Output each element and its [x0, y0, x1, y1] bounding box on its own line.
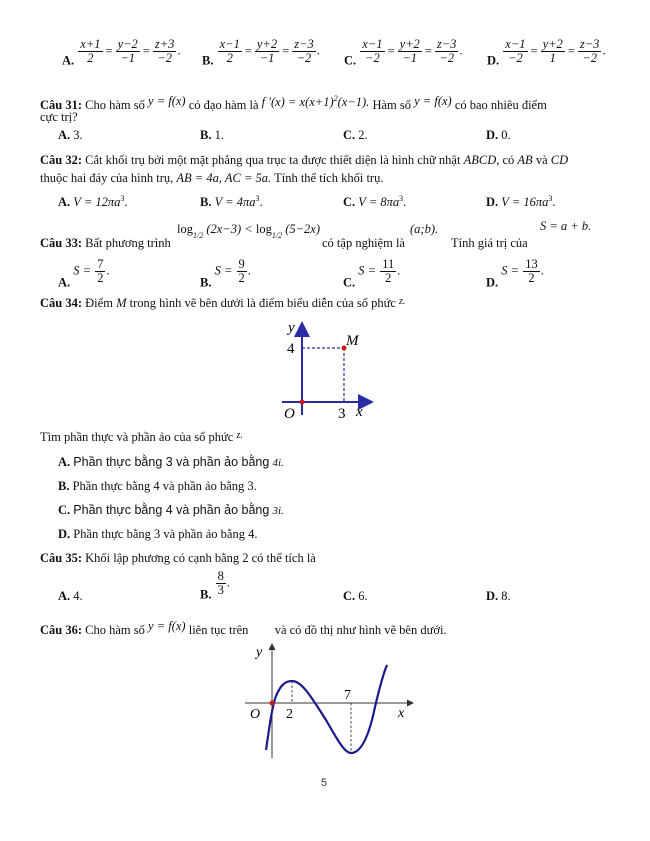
fraction: $\frac{z-3}{-2}$ — [294, 37, 314, 66]
page-number: 5 — [321, 777, 328, 789]
origin-point — [270, 701, 275, 706]
fraction: $\frac{z-3}{-2}$ — [579, 37, 600, 66]
q33-inequality: $\log_{1/2} (2x-3) < \log_{1/2} (5-2x)$ — [177, 222, 320, 240]
fraction: $\frac{x-1}{2}$ — [219, 37, 240, 66]
q32-stem: Câu 32: Cắt khối trụ bởi một mặt phẳng qua trục ta được thiết diện là hình chữ nhật ABCD, có AB và CD — [40, 153, 569, 167]
q32-stem-line2: thuộc hai đáy của hình trụ, AB = 4a, AC = 5a. Tính thể tích khối trụ. — [40, 171, 384, 185]
fraction: $\frac{y-2}{-1}$ — [117, 37, 138, 66]
q31-option-b: B. 1. — [200, 128, 224, 142]
fraction: $\frac{y+2}{-1}$ — [399, 37, 420, 66]
q35-stem: Câu 35: Khối lập phương có cạnh bằng 2 có thể tích là — [40, 551, 316, 565]
x-axis-label: x — [398, 706, 405, 721]
fraction: $\frac{x-1}{-2}$ — [505, 37, 526, 66]
q34-option-c: C. Phần thực bằng 4 và phần ảo bằng 3i. — [58, 503, 284, 517]
q30-option-a: A. $\frac{x+1}{2}$ = $\frac{y-2}{-1}$ = $\frac{z+3}{-2}$ . — [62, 37, 181, 68]
y-axis-label: y — [288, 320, 295, 336]
y-axis-label: y — [256, 645, 263, 660]
q35-option-a: A. 4. — [58, 589, 83, 603]
q33-option-b: B. S = $\frac{9}{2}$ . — [200, 257, 251, 290]
x-tick-7: 7 — [344, 688, 351, 703]
origin-label: O — [284, 406, 295, 422]
q33-stem-t2: có tập nghiệm là — [322, 236, 405, 250]
origin-label: O — [250, 707, 261, 722]
x-axis-label: x — [356, 404, 363, 420]
fraction: $\frac{x-1}{-2}$ — [362, 37, 383, 66]
fraction: $\frac{y+2}{-1}$ — [256, 37, 278, 66]
option-label: A. — [62, 53, 75, 68]
question-number: Câu 32: — [40, 153, 83, 167]
q33-sum: S = a + b. — [540, 219, 592, 233]
question-number: Câu 36: — [40, 623, 83, 637]
q31-option-d: D. 0. — [486, 128, 511, 142]
q34-option-a: A. Phần thực bằng 3 và phần ảo bằng 4i. — [58, 455, 284, 469]
q35-option-d: D. 8. — [486, 589, 511, 603]
q31-stem: Câu 31: Cho hàm số y = f(x) có đạo hàm là f $'(x) = x(x+1)^2(x-1)$. Hàm số y = f(x) có bao nhiêu điểm — [40, 94, 547, 113]
question-number: Câu 33: — [40, 236, 83, 250]
complex-plane-figure — [270, 315, 390, 425]
q30-option-b: B. $\frac{x-1}{2}$ = $\frac{y+2}{-1}$ = $\frac{z-3}{-2}$ . — [202, 37, 320, 68]
q33-option-a: A. S = $\frac{7}{2}$ . — [58, 257, 110, 290]
q32-option-c: C. $V = 8\pi a^3$. — [343, 194, 407, 210]
q34-stem: Câu 34: Điểm M trong hình vẽ bên dưới là điểm biểu diễn của số phức $^{z.}$ — [40, 296, 406, 310]
function-curve — [266, 665, 387, 753]
option-label: B. — [202, 53, 214, 68]
q34-question: Tìm phần thực và phần ảo của số phức $^{z.}$ — [40, 430, 243, 444]
x-tick-3: 3 — [338, 406, 346, 422]
q35-option-c: C. 6. — [343, 589, 368, 603]
q35-option-b: B. $\frac{8}{3}$ . — [200, 569, 230, 602]
q32-option-a: A. $V = 12\pi a^3$. — [58, 194, 128, 210]
q30-option-c: C. $\frac{x-1}{-2}$ = $\frac{y+2}{-1}$ = $\frac{z-3}{-2}$ . — [344, 37, 463, 68]
q31-option-c: C. 2. — [343, 128, 368, 142]
fraction: $\frac{y+2}{1}$ — [542, 37, 563, 66]
q36-stem: Câu 36: Cho hàm số y = f(x) liên tục trên và có đồ thị như hình vẽ bên dưới. — [40, 619, 447, 637]
y-tick-4: 4 — [287, 341, 295, 357]
question-number: Câu 35: — [40, 551, 83, 565]
fraction: $\frac{x+1}{2}$ — [80, 37, 101, 66]
q32-option-b: B. $V = 4\pi a^3$. — [200, 194, 263, 210]
x-tick-2: 2 — [286, 707, 293, 722]
option-label: C. — [344, 53, 357, 68]
q34-option-b: B. Phần thực bằng 4 và phần ảo bằng 3. — [58, 479, 257, 493]
q34-option-d: D. Phần thực bằng 3 và phần ảo bằng 4. — [58, 527, 258, 541]
q32-option-d: D. $V = 16\pi a^3$. — [486, 194, 556, 210]
q33-label: Câu 33: Bất phương trình — [40, 236, 171, 250]
origin-point — [300, 400, 305, 405]
question-number: Câu 34: — [40, 296, 83, 310]
q33-option-d: D. S = $\frac{13}{2}$ . — [486, 257, 544, 290]
fraction: $\frac{z+3}{-2}$ — [154, 37, 175, 66]
fraction: $\frac{z-3}{-2}$ — [436, 37, 457, 66]
question-number: Câu 31: — [40, 98, 83, 113]
q31-option-a: A. 3. — [58, 128, 83, 142]
function-graph-figure — [240, 640, 420, 762]
q33-interval: (a;b). — [410, 222, 439, 236]
q30-option-d: D. $\frac{x-1}{-2}$ = $\frac{y+2}{1}$ = $\frac{z-3}{-2}$ . — [487, 37, 606, 68]
point-m-label: M — [346, 333, 359, 349]
q31-stem-line2: cực trị? — [40, 110, 78, 124]
option-label: D. — [487, 53, 500, 68]
q33-option-c: C. S = $\frac{11}{2}$ . — [343, 257, 401, 290]
q33-stem-t3: Tính giá trị của — [451, 236, 528, 250]
